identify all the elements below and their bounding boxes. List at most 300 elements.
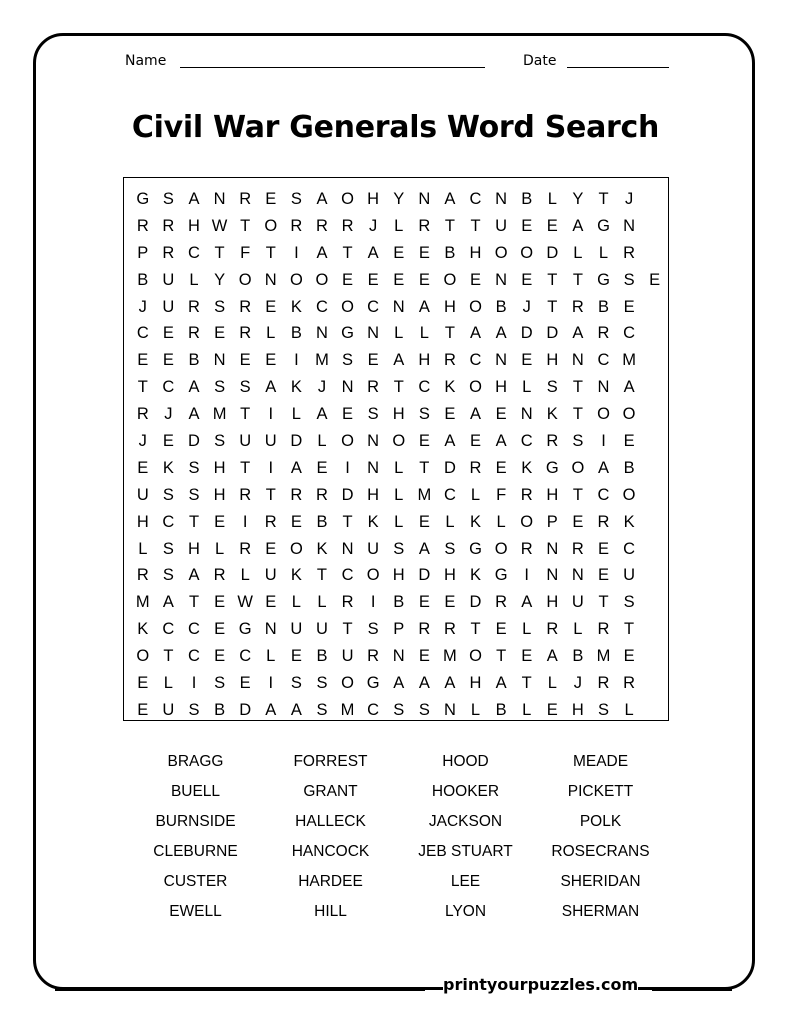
grid-cell[interactable]: L <box>240 566 250 585</box>
grid-cell[interactable]: H <box>213 485 226 504</box>
grid-cell[interactable]: E <box>470 270 482 289</box>
grid-cell[interactable]: T <box>598 190 609 208</box>
grid-cell[interactable]: A <box>444 190 456 208</box>
grid-cell[interactable]: E <box>265 190 277 208</box>
grid-cell[interactable]: E <box>367 351 379 370</box>
grid-cell[interactable]: A <box>188 378 200 397</box>
grid-cell[interactable]: B <box>572 647 584 666</box>
grid-cell[interactable]: O <box>520 512 534 531</box>
grid-cell[interactable]: A <box>188 405 200 424</box>
grid-cell[interactable]: L <box>291 405 301 424</box>
grid-cell[interactable]: E <box>162 351 174 370</box>
grid-cell[interactable]: A <box>470 405 482 424</box>
grid-cell[interactable]: T <box>547 297 558 316</box>
grid-cell[interactable]: E <box>265 539 277 558</box>
grid-cell[interactable]: K <box>290 566 302 585</box>
grid-cell[interactable]: E <box>623 432 635 451</box>
grid-cell[interactable]: A <box>572 216 584 235</box>
grid-cell[interactable]: L <box>624 700 634 719</box>
grid-cell[interactable]: R <box>367 647 380 666</box>
grid-cell[interactable]: L <box>573 620 583 639</box>
grid-cell[interactable]: S <box>188 458 200 477</box>
grid-cell[interactable]: R <box>546 432 559 451</box>
grid-cell[interactable]: O <box>341 190 354 208</box>
grid-cell[interactable]: E <box>342 405 354 424</box>
grid-cell[interactable]: H <box>546 485 559 504</box>
grid-cell[interactable]: T <box>444 216 455 235</box>
grid-cell[interactable]: L <box>496 512 506 531</box>
grid-cell[interactable]: S <box>290 190 302 208</box>
grid-cell[interactable]: U <box>623 566 636 585</box>
grid-cell[interactable]: K <box>546 405 558 424</box>
grid-cell[interactable]: E <box>649 270 661 289</box>
grid-cell[interactable]: U <box>264 432 277 451</box>
grid-cell[interactable]: H <box>367 190 380 208</box>
grid-cell[interactable]: T <box>496 647 507 666</box>
grid-cell[interactable]: A <box>470 324 482 343</box>
grid-cell[interactable]: A <box>290 700 302 719</box>
grid-cell[interactable]: R <box>546 620 559 639</box>
grid-cell[interactable]: E <box>265 351 277 370</box>
grid-cell[interactable]: E <box>521 351 533 370</box>
grid-cell[interactable]: E <box>597 539 609 558</box>
grid-cell[interactable]: R <box>290 485 303 504</box>
grid-cell[interactable]: H <box>367 485 380 504</box>
grid-cell[interactable]: L <box>394 324 404 343</box>
grid-cell[interactable]: C <box>469 190 482 208</box>
grid-cell[interactable]: T <box>188 593 200 612</box>
grid-cell[interactable]: A <box>316 190 328 208</box>
grid-cell[interactable]: E <box>239 351 251 370</box>
grid-cell[interactable]: C <box>623 324 636 343</box>
grid-cell[interactable]: O <box>622 405 636 424</box>
grid-cell[interactable]: T <box>240 405 251 424</box>
grid-cell[interactable]: U <box>264 566 277 585</box>
grid-cell[interactable]: C <box>341 566 354 585</box>
grid-cell[interactable]: C <box>520 432 533 451</box>
grid-cell[interactable]: K <box>290 297 302 316</box>
grid-cell[interactable]: K <box>316 539 328 558</box>
grid-cell[interactable]: A <box>188 566 200 585</box>
grid-cell[interactable]: B <box>521 190 533 208</box>
grid-cell[interactable]: U <box>136 485 149 504</box>
grid-cell[interactable]: E <box>290 512 302 531</box>
grid-cell[interactable]: T <box>316 566 327 585</box>
grid-cell[interactable]: B <box>393 593 405 612</box>
grid-cell[interactable]: O <box>341 432 354 451</box>
grid-cell[interactable]: G <box>366 674 380 693</box>
grid-cell[interactable]: E <box>137 674 149 693</box>
grid-cell[interactable]: A <box>444 674 456 693</box>
grid-cell[interactable]: J <box>164 405 173 424</box>
grid-cell[interactable]: R <box>239 190 252 208</box>
grid-cell[interactable]: R <box>290 216 303 235</box>
grid-cell[interactable]: D <box>188 432 200 451</box>
grid-cell[interactable]: S <box>393 700 405 719</box>
grid-cell[interactable]: E <box>162 432 174 451</box>
grid-cell[interactable]: R <box>418 216 431 235</box>
grid-cell[interactable]: E <box>444 593 456 612</box>
grid-cell[interactable]: R <box>239 324 252 343</box>
grid-cell[interactable]: U <box>571 593 584 612</box>
grid-cell[interactable]: O <box>494 243 508 262</box>
grid-cell[interactable]: A <box>265 700 277 719</box>
grid-cell[interactable]: L <box>214 539 225 558</box>
grid-cell[interactable]: O <box>289 270 303 289</box>
grid-cell[interactable]: D <box>546 324 559 343</box>
grid-cell[interactable]: R <box>571 539 584 558</box>
grid-cell[interactable]: T <box>444 324 455 343</box>
grid-cell[interactable]: C <box>418 378 431 397</box>
grid-cell[interactable]: O <box>238 270 252 289</box>
grid-cell[interactable]: S <box>162 190 174 208</box>
grid-cell[interactable]: C <box>239 647 252 666</box>
grid-cell[interactable]: U <box>495 216 508 235</box>
grid-cell[interactable]: N <box>213 351 226 370</box>
grid-cell[interactable]: O <box>392 432 406 451</box>
grid-cell[interactable]: I <box>294 243 299 262</box>
grid-cell[interactable]: L <box>317 593 327 612</box>
grid-cell[interactable]: J <box>624 190 634 208</box>
grid-cell[interactable]: A <box>444 432 456 451</box>
grid-cell[interactable]: R <box>597 674 610 693</box>
grid-cell[interactable]: C <box>597 351 610 370</box>
grid-cell[interactable]: T <box>342 620 353 639</box>
grid-cell[interactable]: K <box>470 566 482 585</box>
grid-cell[interactable]: U <box>341 647 354 666</box>
grid-cell[interactable]: E <box>162 324 174 343</box>
grid-cell[interactable]: L <box>138 539 148 558</box>
grid-cell[interactable]: H <box>443 297 456 316</box>
grid-cell[interactable]: S <box>572 432 584 451</box>
grid-cell[interactable]: W <box>237 593 253 612</box>
grid-cell[interactable]: K <box>367 512 379 531</box>
grid-cell[interactable]: N <box>392 297 405 316</box>
grid-cell[interactable]: K <box>444 378 456 397</box>
grid-cell[interactable]: T <box>265 243 276 262</box>
grid-cell[interactable]: A <box>572 324 584 343</box>
grid-cell[interactable]: G <box>597 216 610 235</box>
grid-cell[interactable]: D <box>546 243 559 262</box>
grid-cell[interactable]: L <box>419 324 429 343</box>
grid-cell[interactable]: J <box>522 297 531 316</box>
grid-cell[interactable]: E <box>367 270 379 289</box>
grid-cell[interactable]: O <box>520 243 534 262</box>
grid-cell[interactable]: E <box>444 405 456 424</box>
grid-cell[interactable]: O <box>622 485 636 504</box>
grid-cell[interactable]: E <box>290 647 302 666</box>
grid-cell[interactable]: O <box>571 458 585 477</box>
grid-cell[interactable]: D <box>469 593 482 612</box>
grid-cell[interactable]: E <box>521 270 533 289</box>
grid-cell[interactable]: N <box>367 458 380 477</box>
grid-cell[interactable]: R <box>571 297 584 316</box>
grid-cell[interactable]: I <box>345 458 350 477</box>
grid-cell[interactable]: B <box>623 458 635 477</box>
grid-cell[interactable]: E <box>597 566 609 585</box>
grid-cell[interactable]: L <box>573 243 583 262</box>
grid-cell[interactable]: T <box>624 620 635 639</box>
grid-cell[interactable]: E <box>316 458 328 477</box>
grid-cell[interactable]: T <box>240 458 251 477</box>
grid-cell[interactable]: U <box>367 539 380 558</box>
grid-cell[interactable]: E <box>342 270 354 289</box>
grid-cell[interactable]: E <box>495 620 507 639</box>
grid-cell[interactable]: O <box>289 539 303 558</box>
grid-cell[interactable]: J <box>573 674 583 693</box>
grid-cell[interactable]: S <box>597 700 609 719</box>
grid-cell[interactable]: E <box>521 216 533 235</box>
grid-cell[interactable]: L <box>163 674 173 693</box>
grid-cell[interactable]: C <box>367 700 380 719</box>
grid-cell[interactable]: N <box>341 539 354 558</box>
grid-cell[interactable]: R <box>136 566 149 585</box>
grid-cell[interactable]: A <box>393 351 405 370</box>
grid-cell[interactable]: N <box>495 351 508 370</box>
grid-cell[interactable]: B <box>495 700 507 719</box>
grid-cell[interactable]: A <box>418 297 430 316</box>
grid-cell[interactable]: B <box>137 270 149 289</box>
grid-cell[interactable]: M <box>443 647 457 666</box>
grid-cell[interactable]: C <box>469 351 482 370</box>
grid-cell[interactable]: M <box>622 351 636 370</box>
grid-cell[interactable]: R <box>188 324 200 343</box>
grid-cell[interactable]: R <box>136 405 149 424</box>
grid-cell[interactable]: N <box>367 324 380 343</box>
grid-cell[interactable]: R <box>213 566 226 585</box>
grid-cell[interactable]: R <box>367 378 380 397</box>
grid-cell[interactable]: L <box>522 620 532 639</box>
grid-cell[interactable]: S <box>239 378 251 397</box>
grid-cell[interactable]: O <box>341 674 354 693</box>
grid-cell[interactable]: S <box>316 700 328 719</box>
grid-cell[interactable]: L <box>317 432 327 451</box>
grid-cell[interactable]: G <box>238 620 252 639</box>
grid-cell[interactable]: N <box>315 324 328 343</box>
grid-cell[interactable]: U <box>239 432 252 451</box>
grid-cell[interactable]: N <box>341 378 354 397</box>
grid-cell[interactable]: E <box>214 647 226 666</box>
grid-cell[interactable]: K <box>137 620 149 639</box>
grid-cell[interactable]: N <box>571 351 584 370</box>
grid-cell[interactable]: A <box>597 458 609 477</box>
grid-cell[interactable]: C <box>188 620 200 639</box>
grid-cell[interactable]: N <box>623 216 636 235</box>
grid-cell[interactable]: R <box>623 674 636 693</box>
grid-cell[interactable]: H <box>571 700 584 719</box>
grid-cell[interactable]: S <box>162 485 174 504</box>
grid-cell[interactable]: S <box>342 351 354 370</box>
grid-cell[interactable]: L <box>394 458 404 477</box>
grid-cell[interactable]: A <box>162 593 174 612</box>
grid-cell[interactable]: N <box>597 378 610 397</box>
grid-cell[interactable]: E <box>418 512 430 531</box>
name-line[interactable] <box>180 67 485 68</box>
grid-cell[interactable]: B <box>316 647 328 666</box>
grid-cell[interactable]: R <box>136 216 149 235</box>
grid-cell[interactable]: I <box>268 405 274 424</box>
grid-cell[interactable]: E <box>393 270 405 289</box>
grid-cell[interactable]: R <box>239 539 252 558</box>
grid-cell[interactable]: K <box>470 512 482 531</box>
grid-cell[interactable]: L <box>189 270 199 289</box>
grid-cell[interactable]: L <box>266 647 276 666</box>
grid-cell[interactable]: C <box>162 512 175 531</box>
grid-cell[interactable]: L <box>445 512 455 531</box>
grid-cell[interactable]: U <box>290 620 303 639</box>
date-line[interactable] <box>567 67 669 68</box>
grid-cell[interactable]: S <box>290 674 302 693</box>
grid-cell[interactable]: H <box>392 405 405 424</box>
grid-cell[interactable]: S <box>444 539 456 558</box>
grid-cell[interactable]: R <box>264 512 277 531</box>
grid-cell[interactable]: S <box>393 539 405 558</box>
grid-cell[interactable]: E <box>214 593 226 612</box>
grid-cell[interactable]: T <box>214 243 225 262</box>
grid-cell[interactable]: I <box>294 351 299 370</box>
grid-cell[interactable]: S <box>623 593 635 612</box>
grid-cell[interactable]: O <box>315 270 329 289</box>
grid-cell[interactable]: R <box>443 351 456 370</box>
grid-cell[interactable]: U <box>162 270 175 289</box>
grid-cell[interactable]: C <box>188 243 200 262</box>
grid-cell[interactable]: Y <box>393 190 405 208</box>
grid-cell[interactable]: L <box>598 243 609 262</box>
grid-cell[interactable]: R <box>239 485 252 504</box>
grid-cell[interactable]: A <box>623 378 635 397</box>
grid-cell[interactable]: M <box>135 593 150 612</box>
grid-cell[interactable]: E <box>418 432 430 451</box>
grid-cell[interactable]: E <box>495 405 507 424</box>
grid-cell[interactable]: L <box>291 593 301 612</box>
grid-cell[interactable]: A <box>188 190 200 208</box>
grid-cell[interactable]: R <box>520 539 533 558</box>
grid-cell[interactable]: M <box>596 647 611 666</box>
grid-cell[interactable]: S <box>623 270 635 289</box>
grid-cell[interactable]: O <box>597 405 610 424</box>
grid-cell[interactable]: J <box>138 297 147 316</box>
grid-cell[interactable]: D <box>418 566 431 585</box>
grid-cell[interactable]: G <box>136 190 150 208</box>
grid-cell[interactable]: L <box>522 700 532 719</box>
grid-cell[interactable]: E <box>137 351 149 370</box>
grid-cell[interactable]: U <box>162 700 175 719</box>
grid-cell[interactable]: B <box>290 324 302 343</box>
grid-cell[interactable]: T <box>137 378 148 397</box>
grid-cell[interactable]: E <box>137 700 149 719</box>
grid-cell[interactable]: S <box>418 700 430 719</box>
grid-cell[interactable]: S <box>214 378 226 397</box>
grid-cell[interactable]: O <box>341 297 354 316</box>
grid-cell[interactable]: U <box>315 620 328 639</box>
grid-cell[interactable]: K <box>290 378 302 397</box>
grid-cell[interactable]: A <box>393 674 405 693</box>
grid-cell[interactable]: S <box>214 674 226 693</box>
grid-cell[interactable]: E <box>418 270 430 289</box>
grid-cell[interactable]: R <box>188 297 200 316</box>
grid-cell[interactable]: N <box>392 647 405 666</box>
grid-cell[interactable]: L <box>394 512 404 531</box>
grid-cell[interactable]: F <box>496 485 507 504</box>
grid-cell[interactable]: E <box>393 243 405 262</box>
grid-cell[interactable]: I <box>601 432 606 451</box>
grid-cell[interactable]: S <box>188 485 200 504</box>
grid-cell[interactable]: N <box>264 270 277 289</box>
grid-cell[interactable]: H <box>213 458 226 477</box>
grid-cell[interactable]: L <box>266 324 276 343</box>
grid-cell[interactable]: T <box>342 243 353 262</box>
grid-cell[interactable]: R <box>341 593 354 612</box>
grid-cell[interactable]: D <box>239 700 252 719</box>
grid-cell[interactable]: Y <box>572 190 584 208</box>
grid-cell[interactable]: A <box>418 674 430 693</box>
grid-cell[interactable]: E <box>418 593 430 612</box>
grid-cell[interactable]: R <box>495 593 508 612</box>
grid-cell[interactable]: H <box>495 378 508 397</box>
grid-cell[interactable]: B <box>597 297 609 316</box>
grid-cell[interactable]: C <box>162 378 175 397</box>
grid-cell[interactable]: A <box>290 458 302 477</box>
grid-cell[interactable]: L <box>547 674 557 693</box>
grid-cell[interactable]: A <box>495 432 507 451</box>
grid-cell[interactable]: H <box>418 351 431 370</box>
grid-cell[interactable]: J <box>317 378 327 397</box>
grid-cell[interactable]: R <box>162 216 175 235</box>
grid-cell[interactable]: B <box>188 351 200 370</box>
grid-cell[interactable]: E <box>265 593 277 612</box>
grid-cell[interactable]: B <box>214 700 226 719</box>
grid-cell[interactable]: C <box>315 297 328 316</box>
grid-cell[interactable]: U <box>162 297 175 316</box>
grid-cell[interactable]: R <box>597 324 610 343</box>
grid-cell[interactable]: H <box>469 674 482 693</box>
grid-cell[interactable]: S <box>546 378 558 397</box>
grid-cell[interactable]: S <box>316 674 328 693</box>
grid-cell[interactable]: E <box>546 700 558 719</box>
grid-cell[interactable]: D <box>520 324 533 343</box>
grid-cell[interactable]: T <box>265 485 276 504</box>
grid-cell[interactable]: T <box>163 647 174 666</box>
grid-cell[interactable]: E <box>495 458 507 477</box>
grid-cell[interactable]: O <box>469 297 482 316</box>
grid-cell[interactable]: C <box>136 324 149 343</box>
grid-cell[interactable]: C <box>443 485 456 504</box>
grid-cell[interactable]: T <box>572 378 583 397</box>
grid-cell[interactable]: T <box>547 270 558 289</box>
grid-cell[interactable]: G <box>341 324 354 343</box>
grid-cell[interactable]: E <box>214 324 226 343</box>
grid-cell[interactable]: N <box>213 190 226 208</box>
grid-cell[interactable]: N <box>546 539 559 558</box>
grid-cell[interactable]: J <box>369 216 378 235</box>
grid-cell[interactable]: Y <box>214 270 226 289</box>
grid-cell[interactable]: R <box>162 243 175 262</box>
grid-cell[interactable]: C <box>623 539 636 558</box>
grid-cell[interactable]: A <box>495 324 507 343</box>
grid-cell[interactable]: T <box>572 270 583 289</box>
grid-cell[interactable]: W <box>211 216 228 235</box>
grid-cell[interactable]: N <box>443 700 456 719</box>
grid-cell[interactable]: E <box>572 512 584 531</box>
grid-cell[interactable]: S <box>367 620 379 639</box>
grid-cell[interactable]: N <box>495 270 508 289</box>
grid-cell[interactable]: E <box>214 620 226 639</box>
grid-cell[interactable]: E <box>546 216 558 235</box>
grid-cell[interactable]: D <box>290 432 303 451</box>
grid-cell[interactable]: H <box>392 566 405 585</box>
grid-cell[interactable]: C <box>188 647 200 666</box>
grid-cell[interactable]: N <box>571 566 584 585</box>
